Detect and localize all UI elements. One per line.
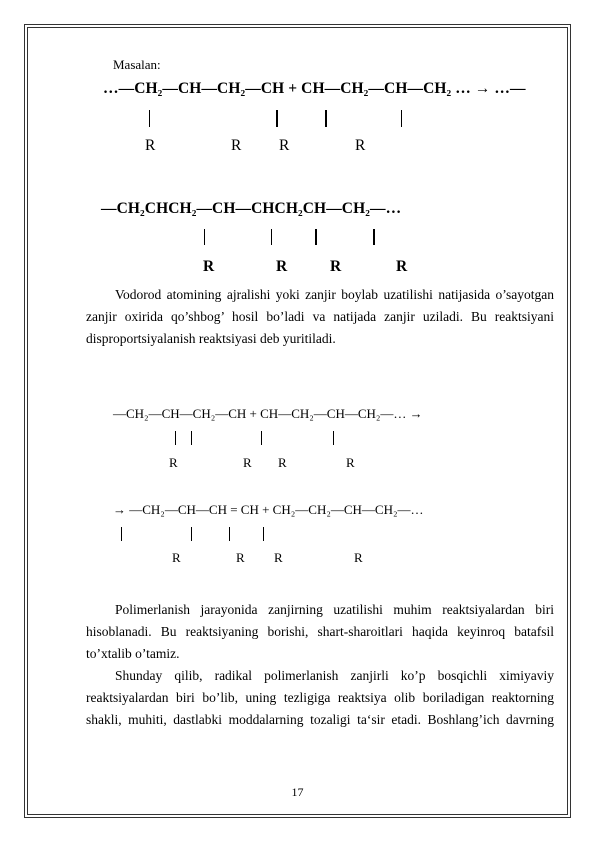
paragraph-chain-transfer: Polimerlanish jarayonida zanjirning uzatilishi muhim reaktsiyalardan biri hisoblanadi. Bu reaktsiyaning borishi, shart-sharoitlari haqida keyinroq batafsil to’xtalib o’tamiz. <box>86 602 554 661</box>
bond-line <box>175 431 176 445</box>
scheme1-line2: —CH₂CHCH₂—CH—CHCH₂CH—CH₂—… <box>101 200 402 217</box>
substituent-r: R <box>145 137 156 154</box>
substituent-r: R <box>279 137 290 154</box>
substituent-r: R <box>172 550 181 565</box>
bond-line <box>401 110 402 127</box>
paragraph-radical-polymerization: Shunday qilib, radikal polimerlanish zanjirli ko’p bosqichli ximiyaviy reaktsiyalardan biri bo’lib, uning tezligiga reaktsiya olib boriladigan reaktorning shakli, muhiti, dastlabki moddalarning tozaligi ta‘sir etadi. Boshlang’ich davrning <box>86 668 554 727</box>
substituent-r: R <box>231 137 242 154</box>
substituent-r: R <box>330 258 342 275</box>
scheme2-line1: —CH₂—CH—CH₂—CH + CH—CH₂—CH—CH₂—… → <box>113 406 423 421</box>
paragraph-disproportionation: Vodorod atomining ajralishi yoki zanjir boylab uzatilishi natijasida o’sayotgan zanjir oxirida qo’shbog’ hosil bo’ladi va natijada zanjir uziladi. Bu reaktsiyani disproportsiyalanish reaktsiyasi deb yuritiladi. <box>86 287 554 346</box>
example-label: Masalan: <box>113 57 161 72</box>
substituent-r: R <box>355 137 366 154</box>
bond-line <box>149 110 150 127</box>
substituent-r: R <box>346 455 355 470</box>
bond-line <box>373 229 375 245</box>
substituent-r: R <box>203 258 215 275</box>
scheme1-line1: …—CH₂—CH—CH₂—CH + CH—CH₂—CH—CH₂ … → …— <box>103 80 526 97</box>
bond-line <box>325 110 327 127</box>
substituent-r: R <box>236 550 245 565</box>
bond-line <box>315 229 317 245</box>
bond-line <box>204 229 205 245</box>
substituent-r: R <box>396 258 408 275</box>
bond-line <box>191 431 192 445</box>
bond-line <box>276 110 278 127</box>
bond-line <box>271 229 272 245</box>
substituent-r: R <box>276 258 288 275</box>
bond-line <box>333 431 334 445</box>
substituent-r: R <box>278 455 287 470</box>
page-number: 17 <box>291 785 304 799</box>
substituent-r: R <box>354 550 363 565</box>
bond-line <box>121 527 122 541</box>
bond-line <box>263 527 264 541</box>
bond-line <box>229 527 230 541</box>
substituent-r: R <box>169 455 178 470</box>
bond-line <box>191 527 192 541</box>
bond-line <box>261 431 262 445</box>
substituent-r: R <box>274 550 283 565</box>
substituent-r: R <box>243 455 252 470</box>
scheme2-line2: → —CH₂—CH—CH = CH + CH₂—CH₂—CH—CH₂—… <box>113 502 424 517</box>
